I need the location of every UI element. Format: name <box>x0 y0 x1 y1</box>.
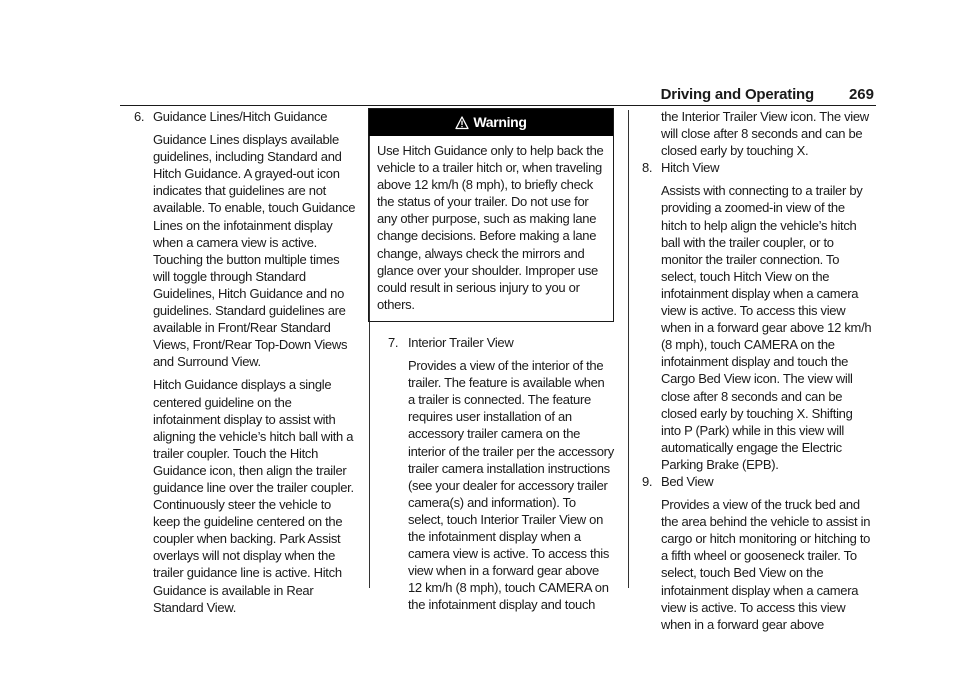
paragraph: Assists with connecting to a trailer by providing a zoomed-in view of the hitch to help align the vehicle’s hitch ball with the trailer coupler, or to monitor the trailer connection. To select, touch Hitch View on the infotainment display when a camera view is active. To access this view when in a forward gear above 12 km/h (8 mph), touch CAMERA on the infotainment display and touch the Cargo Bed View icon. The view will close after 8 seconds and can be closed early by touching X. Shifting into P (Park) while in this view will automatically engage the Electric Parking Brake (EPB). <box>661 183 872 472</box>
list-item-7-heading <box>388 334 614 351</box>
warning-triangle-icon <box>455 116 469 130</box>
paragraph: Hitch Guidance displays a single centered guideline on the infotainment display to assist with aligning the vehicle’s hitch ball with a trailer coupler. Touch the Hitch Guidance icon, then align the trailer guidance line over the trailer coupler. Continuously steer the vehicle to keep the guideline centered on the coupler when backing. Park Assist overlays will not display when the trailer guidance line is active. Hitch Guidance is available in Rear Standard View. <box>153 377 354 615</box>
column-3 <box>642 108 874 633</box>
list-item-6-heading <box>134 108 356 125</box>
column-2 <box>377 108 614 613</box>
header-rule <box>120 105 876 106</box>
section-title: Driving and Operating <box>660 86 814 103</box>
paragraph: Guidance Lines displays available guidelines, including Standard and Hitch Guidance. A grayed-out icon indicates that guidelines are not available. To enable, touch Guidance Lines on the infotainment display when a camera view is active. Touching the button multiple times will toggle through Standard Guidelines, Hitch Guidance and no guidelines. Standard guidelines are available in Front/Rear Standard Views, Front/Rear Top-Down Views and Surround View. <box>153 132 356 370</box>
item-number: 7. <box>388 334 399 350</box>
item-title: Interior Trailer View <box>408 334 514 350</box>
warning-text: Use Hitch Guidance only to help back the vehicle to a trailer hitch or, when traveling above 12 km/h (8 mph), to briefly check the status of your trailer. Do not use for any other purpose, such as making lane change decisions. Before making a lane change, always check the mirrors and glance over your shoulder. Improper use could result in serious injury to you or others. <box>377 143 604 312</box>
paragraph: Provides a view of the interior of the trailer. The feature is available when a trailer is connected. The feature requires user installation of an accessory trailer camera on the interior of the trailer per the accessory trailer camera installation instructions (see your dealer for accessory trailer camera(s) and information). To select, touch Interior Trailer View on the infotainment display when a camera view is active. To access this view when in a forward gear above 12 km/h (8 mph), touch CAMERA on the infotainment display and touch <box>408 358 614 613</box>
item-number: 8. <box>642 160 653 176</box>
item-title: Hitch View <box>661 160 720 176</box>
item-title: Guidance Lines/Hitch Guidance <box>153 109 328 124</box>
item-number: 6. <box>134 109 145 124</box>
list-item-9-heading <box>642 473 874 490</box>
warning-header <box>369 109 613 136</box>
paragraph: Provides a view of the truck bed and the area behind the vehicle to assist in cargo or hitch monitoring or hitching to a fifth wheel or gooseneck trailer. To select, touch Bed View on the infotainment display when a camera view is active. To access this view when in a forward gear above <box>661 497 871 632</box>
page-header <box>120 80 876 104</box>
page-number: 269 <box>848 86 874 103</box>
column-divider <box>628 110 629 588</box>
list-item-8-heading <box>642 159 874 176</box>
warning-title: Warning <box>473 114 527 130</box>
warning-box <box>368 108 614 322</box>
paragraph-continuation: the Interior Trailer View icon. The view will close after 8 seconds and can be closed early by touching X. <box>661 109 869 159</box>
column-1 <box>134 108 356 616</box>
item-title: Bed View <box>661 473 714 489</box>
item-number: 9. <box>642 473 653 489</box>
